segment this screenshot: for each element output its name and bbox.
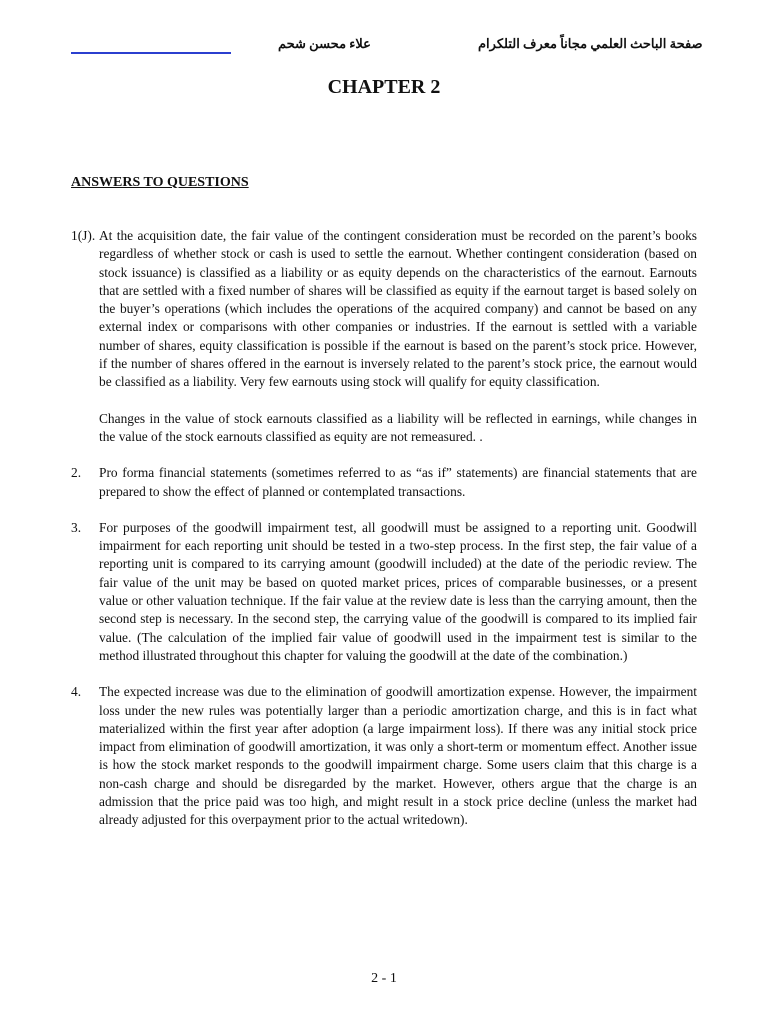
answer-number: 3.	[71, 519, 82, 535]
answer-item-2	[71, 464, 697, 501]
header-author: علاء محسن شحم	[278, 36, 371, 51]
answer-item-1	[71, 227, 697, 446]
section-heading: ANSWERS TO QUESTIONS	[71, 175, 249, 190]
answer-item-3	[71, 519, 697, 665]
answer-paragraph: Pro forma financial statements (sometimes referred to as “as if” statements) are financial statements that are prepared to show the effect of planned or contemplated transactions.	[99, 465, 697, 499]
answers-list	[71, 227, 697, 848]
answer-item-4	[71, 683, 697, 829]
answer-paragraph: At the acquisition date, the fair value of the contingent consideration must be recorded on the parent’s books regardless of whether stock or cash is used to settle the earnout. Whether contingent consideration (based on stock issuance) is classified as a liability or as equity depends on the characteristics of the earnout. Earnouts that are settled with a fixed number of shares will be classified as equity if the earnout target is based solely on the buyer’s operations (which includes the operations of the acquired company) and cannot be based on any external index or comparisons with other companies or industries. If the earnout is settled with a variable number of shares, equity classification is possible if the earnout is based on the parent’s stock price. However, if the number of shares offered in the earnout is inversely related to the parent’s stock price, the earnout would be classified as a liability. Very few earnouts using stock will qualify for equity classification.	[99, 228, 697, 390]
page-header	[0, 36, 768, 60]
header-site-note: صفحة الباحث العلمي مجاناً معرف التلكرام	[478, 36, 703, 51]
page-number: 2 - 1	[371, 971, 397, 986]
chapter-title: CHAPTER 2	[327, 76, 441, 98]
answer-number: 1(J).	[71, 228, 96, 243]
header-link-rule	[71, 52, 231, 54]
answer-paragraph: For purposes of the goodwill impairment test, all goodwill must be assigned to a reporting unit. Goodwill impairment for each reporting unit should be tested in a two-step process. In the first step, the fair value of a reporting unit is compared to its carrying amount (goodwill included) at the date of the periodic review. The fair value of the unit may be based on quoted market prices, prices of comparable businesses, or a present value or other valuation technique. If the fair value at the review date is less than the carrying amount, then the second step is necessary. In the second step, the carrying value of the goodwill is compared to its implied fair value. (The calculation of the implied fair value of goodwill used in the impairment test is similar to the method illustrated throughout this chapter for valuing the goodwill at the date of the combination.)	[99, 519, 697, 663]
answer-paragraph: The expected increase was due to the elimination of goodwill amortization expense. However, the impairment loss under the new rules was potentially larger than a periodic amortization charge, and this is in fact what materialized within the first year after adoption (a large impairment loss). If there was any initial stock price impact from elimination of goodwill amortization, it was only a short-term or momentum effect. Another issue is how the stock market responds to the goodwill impairment charge. Some users claim that this charge is a non-cash charge and should be disregarded by the market. However, others argue that the charge is an admission that the price paid was too high, and might result in a stock price decline (unless the market had already adjusted for this overpayment prior to the actual writedown).	[99, 684, 697, 828]
answer-number: 2.	[71, 465, 82, 481]
answer-paragraph: Changes in the value of stock earnouts classified as a liability will be reflected in earnings, while changes in the value of the stock earnouts classified as equity are not remeasured. .	[99, 410, 697, 444]
answer-number: 4.	[71, 684, 82, 700]
